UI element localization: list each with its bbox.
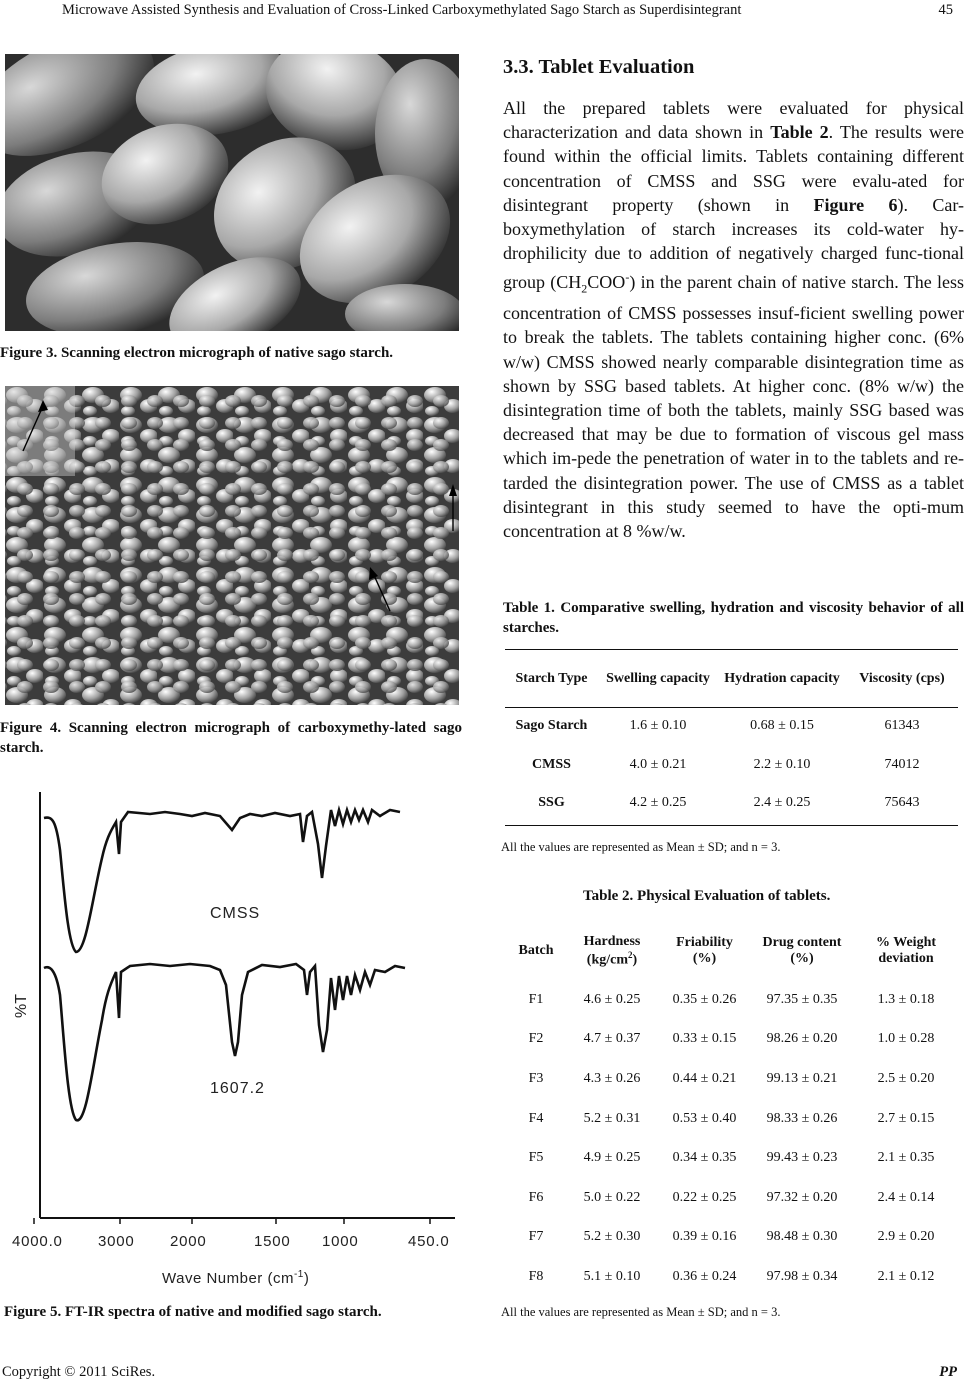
table-1-header-cell: Viscosity (cps) — [859, 671, 945, 686]
sem-image-carboxymethylated-starch — [5, 386, 459, 705]
table-cell: 2.2 ± 0.10 — [753, 757, 811, 772]
page-number: 45 — [938, 2, 953, 18]
table-cell: 0.34 ± 0.35 — [672, 1150, 737, 1166]
table-row — [505, 706, 958, 746]
table-cell: F3 — [528, 1070, 544, 1086]
journal-abbrev: PP — [939, 1364, 957, 1380]
table-cell: 5.1 ± 0.10 — [583, 1268, 641, 1284]
table-cell: F8 — [528, 1268, 544, 1284]
table-cell: 0.33 ± 0.15 — [672, 1031, 737, 1047]
table-cell: 0.22 ± 0.25 — [672, 1189, 737, 1205]
table-cell: 1.0 ± 0.28 — [877, 1031, 935, 1047]
table-row — [505, 1257, 960, 1297]
table-cell: 0.36 ± 0.24 — [672, 1268, 737, 1284]
table-cell: Sago Starch — [515, 718, 588, 733]
table-row — [505, 980, 960, 1020]
table-2 — [505, 922, 960, 1297]
table-row — [505, 1059, 960, 1099]
table-cell: F2 — [528, 1031, 544, 1047]
peak-annotation-1607: 1607.2 — [210, 1080, 265, 1097]
table-cell: 2.1 ± 0.12 — [877, 1268, 935, 1284]
table-2-caption: Table 2. Physical Evaluation of tablets. — [583, 888, 831, 904]
table-row — [505, 1099, 960, 1139]
ftir-chart — [0, 780, 470, 1300]
table-cell: 75643 — [884, 795, 920, 810]
copyright-footer: Copyright © 2011 SciRes. — [2, 1364, 156, 1380]
table-1-caption: Table 1. Comparative swelling, hydration and viscosity behavior of all starches. — [503, 600, 964, 636]
table-1-header-cell: Hydration capacity — [724, 671, 840, 686]
table-cell: 97.35 ± 0.35 — [766, 991, 838, 1007]
table-cell: F5 — [528, 1150, 544, 1166]
table-cell: 2.4 ± 0.25 — [753, 795, 811, 810]
section-body-paragraph: All the prepared tablets were evaluated for physical characterization and data shown in Table 2. The results were found within the official limits. Tablets containing different concentration of CMSS and SSG were evalu-ated for disintegrant property (shown in Figure 6). Car-boxymethylation of starch increases its cold-water hy-drophilicity due to addition of negatively charged func-tional group $(CH_2COO^-)$ in the parent chain of native starch. The less concentration of CMSS possesses insuf-ficient swelling power to break the tablets. The tablets containing higher conc. (6% w/w) CMSS showed nearly comparable disintegration time as shown by SSG based tablets. At higher conc. (8% w/w) the disintegration time of both the tablets, mainly SSG based was decreased that may be due to formation of viscous gel mass which im-pede the penetration of water in to the tablets and re-tarded the disintegration power. The use of CMSS as a tablet disintegrant in this study seemed to have the opti-mum concentration at 8 %w/w. — [503, 98, 965, 542]
sem-image-native-starch — [5, 54, 459, 331]
figure-4-caption: Figure 4. Scanning electron micrograph of carboxymethy-lated sago starch. — [0, 720, 462, 756]
table-cell: 61343 — [884, 718, 920, 733]
table-cell: F7 — [528, 1229, 544, 1245]
table-cell: 4.0 ± 0.21 — [629, 757, 687, 772]
table-2-header-cell: Drug content (%) — [762, 935, 842, 966]
x-tick-label: 4000.0 — [12, 1233, 63, 1250]
table-row — [505, 1178, 960, 1218]
table-2-header-cell: Batch — [518, 943, 554, 958]
figure-3-caption: Figure 3. Scanning electron micrograph of native sago starch. — [0, 345, 394, 361]
section-heading: 3.3. Tablet Evaluation — [503, 56, 695, 78]
table-row — [505, 1020, 960, 1060]
table-cell: F1 — [528, 991, 544, 1007]
x-tick-label: 3000 — [98, 1233, 135, 1250]
ftir-plot — [0, 780, 470, 1300]
sem-native-drawing — [5, 54, 459, 331]
x-tick-label: 1500 — [254, 1233, 291, 1250]
sem-cmss-drawing — [5, 386, 459, 705]
table-2-header-row — [505, 922, 960, 980]
table-cell: 99.43 ± 0.23 — [766, 1150, 838, 1166]
y-axis-label: %T — [13, 994, 30, 1018]
table-cell: 74012 — [884, 757, 920, 772]
table-cell: 4.7 ± 0.37 — [583, 1031, 641, 1047]
table-cell: 98.26 ± 0.20 — [766, 1031, 838, 1047]
running-header — [0, 2, 965, 26]
table-1-header-cell: Swelling capacity — [606, 671, 710, 686]
table-cell: 99.13 ± 0.21 — [766, 1070, 838, 1086]
table-cell: 2.4 ± 0.14 — [877, 1189, 935, 1205]
table-cell: 2.7 ± 0.15 — [877, 1110, 935, 1126]
table-cell: 4.9 ± 0.25 — [583, 1150, 641, 1166]
table-cell: 4.2 ± 0.25 — [629, 795, 687, 810]
table-2-note: All the values are represented as Mean ± SD; and n = 3. — [501, 1305, 781, 1319]
table-cell: 0.68 ± 0.15 — [750, 718, 814, 733]
table-1-bottom-rule — [505, 825, 958, 826]
table-cell: 97.32 ± 0.20 — [766, 1189, 838, 1205]
table-2-header-cell: Hardness $(kg/cm^2)$ — [583, 933, 641, 968]
table-cell: 5.2 ± 0.31 — [583, 1110, 641, 1126]
table-cell: 4.6 ± 0.25 — [583, 991, 641, 1007]
table-cell: 97.98 ± 0.34 — [766, 1268, 838, 1284]
cmss-spectrum-line — [44, 810, 400, 952]
x-tick-label: 450.0 — [408, 1233, 450, 1250]
table-cell: 4.3 ± 0.26 — [583, 1070, 641, 1086]
table-cell: 2.5 ± 0.20 — [877, 1070, 935, 1086]
table-cell: 0.39 ± 0.16 — [672, 1229, 737, 1245]
table-cell: 1.6 ± 0.10 — [629, 718, 687, 733]
table-cell: 1.3 ± 0.18 — [877, 991, 935, 1007]
table-1-header-row — [505, 652, 958, 706]
table-cell: SSG — [538, 795, 565, 810]
table-cell: 2.9 ± 0.20 — [877, 1229, 935, 1245]
table-row — [505, 784, 958, 822]
table-2-header-cell: Friability (%) — [676, 935, 733, 966]
table-cell: F6 — [528, 1189, 544, 1205]
table-cell: 98.33 ± 0.26 — [766, 1110, 838, 1126]
running-title: Microwave Assisted Synthesis and Evaluation of Cross-Linked Carboxymethylated Sago Starch as Superdisintegrant — [62, 2, 742, 18]
table-cell: CMSS — [532, 757, 571, 772]
x-axis-label: Wave Number $(cm^{-1})$ — [162, 1269, 310, 1287]
table-row — [505, 1138, 960, 1178]
figure-5-caption: Figure 5. FT-IR spectra of native and modified sago starch. — [4, 1304, 382, 1320]
table-1-header-cell: Starch Type — [515, 671, 588, 686]
table-cell: 2.1 ± 0.35 — [877, 1150, 935, 1166]
table-1 — [505, 652, 958, 822]
table-1-note: All the values are represented as Mean ± SD; and n = 3. — [501, 840, 781, 854]
table-cell: 0.35 ± 0.26 — [672, 991, 737, 1007]
table-cell: 0.53 ± 0.40 — [672, 1110, 737, 1126]
x-tick-label: 1000 — [322, 1233, 359, 1250]
table-cell: 5.0 ± 0.22 — [583, 1189, 641, 1205]
x-tick-label: 2000 — [170, 1233, 207, 1250]
table-1-top-rule — [505, 649, 958, 650]
cmss-series-label: CMSS — [210, 905, 261, 922]
table-cell: 0.44 ± 0.21 — [672, 1070, 737, 1086]
table-cell: F4 — [528, 1110, 544, 1126]
table-2-header-cell: % Weight deviation — [875, 935, 937, 966]
table-cell: 5.2 ± 0.30 — [583, 1229, 641, 1245]
table-row — [505, 1218, 960, 1258]
table-cell: 98.48 ± 0.30 — [766, 1229, 838, 1245]
table-row — [505, 746, 958, 784]
